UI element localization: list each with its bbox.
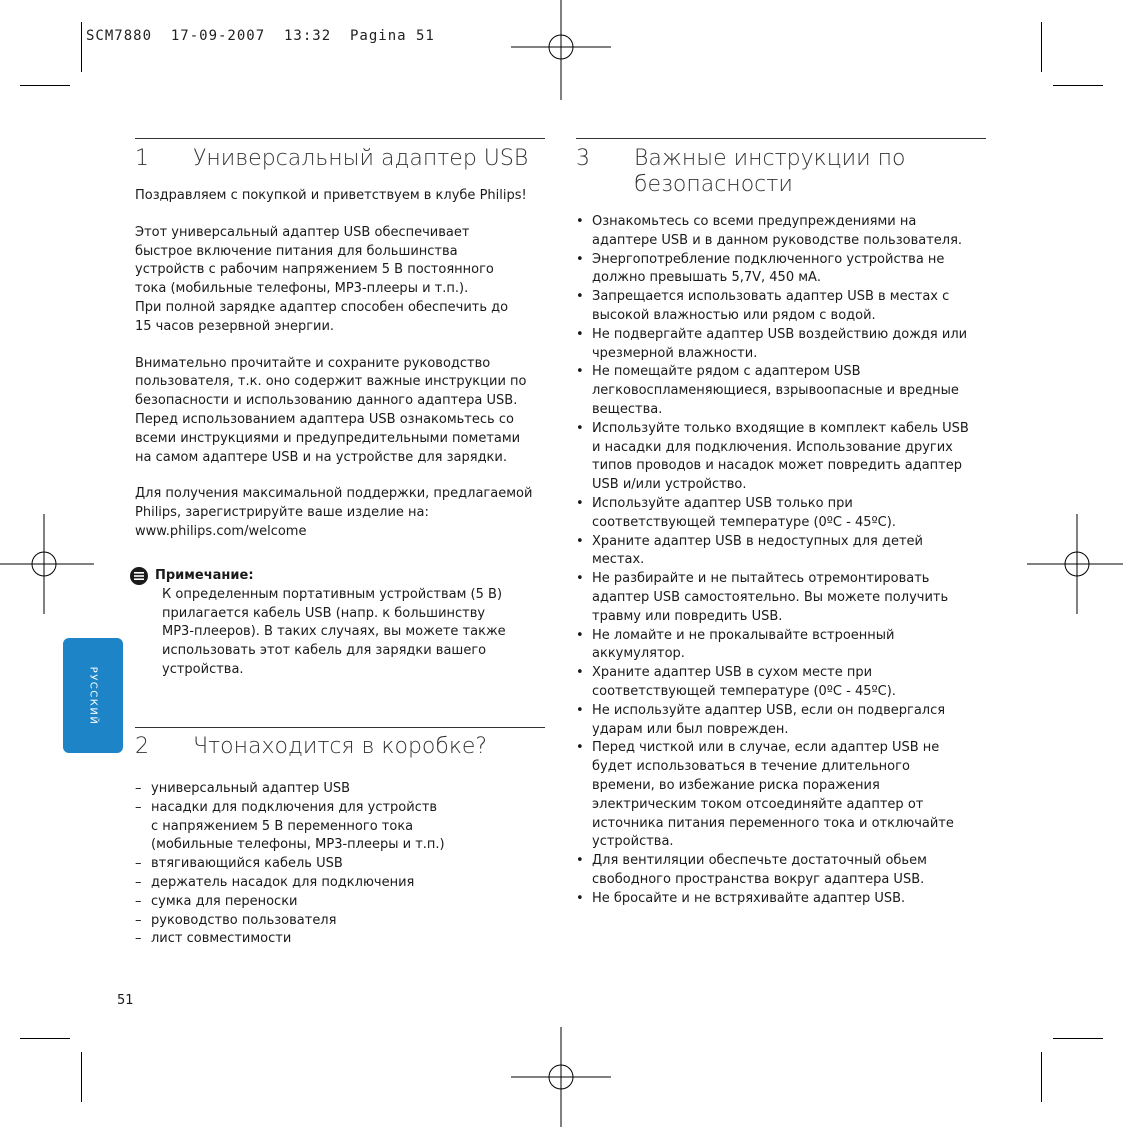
list-item: • Ознакомьтесь со всеми предупреждениями на адаптере USB и в данном руководстве пользователя. bbox=[576, 214, 963, 248]
registration-mark-icon bbox=[0, 514, 94, 614]
page-number: 51 bbox=[117, 993, 134, 1008]
list-item: • Не помещайте рядом с адаптером USB легковоспламеняющиеся, взрывоопасные и вредные вещества. bbox=[576, 364, 959, 417]
list-item: – лист совместимости bbox=[135, 931, 292, 947]
section-heading bbox=[135, 734, 545, 760]
crop-mark bbox=[1041, 22, 1042, 72]
list-item: – универсальный адаптер USB bbox=[135, 781, 351, 796]
note-header bbox=[135, 566, 545, 586]
list-item: • Не ломайте и не прокалывайте встроенный аккумулятор. bbox=[576, 627, 895, 662]
instructions-paragraph: Внимательно прочитайте и сохраните руководство пользователя, т.к. оно содержит важные инструкции по безопасности и использованию данного адаптера USB. Перед использованием адаптера USB ознакомьтесь со всеми инструкциями и предупредительными пометами на самом адаптере USB и на устройстве для зарядки. bbox=[135, 355, 527, 465]
list-item: • Для вентиляции обеспечьте достаточный обьем свободного пространства вокруг адаптера USB. bbox=[576, 853, 927, 887]
section-1 bbox=[135, 138, 545, 680]
registration-mark-icon bbox=[511, 0, 611, 100]
list-item: • Не бросайте и не встряхивайте адаптер USB. bbox=[576, 890, 906, 906]
section-title: Чтонаходится в коробке? bbox=[193, 734, 488, 759]
section-number: 1 bbox=[135, 146, 149, 171]
support-paragraph: Для получения максимальной поддержки, предлагаемой Philips, зарегистрируйте ваше изделие на: www.philips.com/welcome bbox=[135, 486, 533, 539]
description-paragraph: Этот универсальный адаптер USB обеспечивает быстрое включение питания для большинства устройств с рабочим напряжением 5 В постоянного тока (мобильные телефоны, MP3-плееры и т.п.). При полной зарядке адаптер способен обеспечить до 15 часов резервной энергии. bbox=[135, 224, 509, 334]
list-item: • Перед чисткой или в случае, если адаптер USB не будет использоваться в течение длительного времени, во избежание риска поражения электрическим током отсоединяйте адаптер от источника питания переменного тока и отключайте устройства. bbox=[576, 740, 954, 850]
box-contents-list bbox=[135, 780, 545, 949]
list-item: • Энергопотребление подключенного устройства не должно превышать 5,7V, 450 мА. bbox=[576, 251, 945, 286]
crop-mark bbox=[1053, 1038, 1103, 1039]
printer-slug: SCM7880 17-09-2007 13:32 Pagina 51 bbox=[86, 28, 435, 44]
registration-mark-icon bbox=[511, 1027, 611, 1127]
language-tab bbox=[63, 638, 123, 753]
list-item: • Используйте адаптер USB только при соответствующей температуре (0ºC - 45ºC). bbox=[576, 495, 896, 530]
note-title: Примечание: bbox=[155, 568, 254, 584]
registration-mark-icon bbox=[1027, 514, 1123, 614]
section-divider bbox=[576, 138, 986, 139]
section-heading bbox=[576, 146, 986, 198]
section-number: 3 bbox=[576, 146, 590, 171]
list-item: – сумка для переноски bbox=[135, 893, 298, 909]
crop-mark bbox=[81, 22, 82, 72]
section-2 bbox=[135, 727, 545, 949]
list-item: • Используйте только входящие в комплект кабель USB и насадки для подключения. Использование других типов проводов и насадок может повредить адаптер USB и/или устройство. bbox=[576, 420, 969, 493]
list-item: • Запрещается использовать адаптер USB в местах с высокой влажностью или рядом с водой. bbox=[576, 289, 950, 323]
section-title: Универсальный адаптер USB bbox=[193, 146, 529, 171]
section-number: 2 bbox=[135, 734, 149, 759]
section-heading bbox=[135, 146, 545, 172]
crop-mark bbox=[20, 1038, 70, 1039]
crop-mark bbox=[1041, 1052, 1042, 1102]
note-text: К определенным портативным устройствам (5 В) прилагается кабель USB (напр. к большинству MP3-плееров). В таких случаях, вы можете также использовать этот кабель для зарядки вашего устройства. bbox=[162, 586, 506, 677]
list-item: – руководство пользователя bbox=[135, 912, 337, 928]
crop-mark bbox=[81, 1052, 82, 1102]
note-block bbox=[135, 566, 545, 680]
crop-mark bbox=[1053, 85, 1103, 86]
section-divider bbox=[135, 138, 545, 139]
section-divider bbox=[135, 727, 545, 728]
list-item: – насадки для подключения для устройств с напряжением 5 В переменного тока (мобильные телефоны, MP3-плееры и т.п.) bbox=[135, 799, 445, 853]
crop-mark bbox=[20, 85, 70, 86]
safety-instructions-list bbox=[576, 213, 986, 908]
list-item: • Не используйте адаптер USB, если он подвергался ударам или был поврежден. bbox=[576, 702, 946, 737]
list-item: – держатель насадок для подключения bbox=[135, 874, 415, 890]
section-3 bbox=[576, 138, 986, 908]
list-item: • Не подвергайте адаптер USB воздействию дождя или чрезмерной влажности. bbox=[576, 326, 968, 361]
language-tab-label: РУССКИЙ bbox=[87, 666, 99, 725]
list-item: • Не разбирайте и не пытайтесь отремонтировать адаптер USB самостоятельно. Вы можете получить травму или повредить USB. bbox=[576, 571, 949, 624]
list-item: • Храните адаптер USB в сухом месте при соответствующей температуре (0ºC - 45ºC). bbox=[576, 665, 896, 699]
section-title: Важные инструкции по безопасности bbox=[634, 146, 906, 197]
note-icon bbox=[129, 566, 149, 586]
intro-paragraph: Поздравляем с покупкой и приветствуем в клубе Philips! bbox=[135, 188, 527, 203]
list-item: – втягивающийся кабель USB bbox=[135, 856, 343, 872]
list-item: • Храните адаптер USB в недоступных для детей местах. bbox=[576, 533, 923, 568]
